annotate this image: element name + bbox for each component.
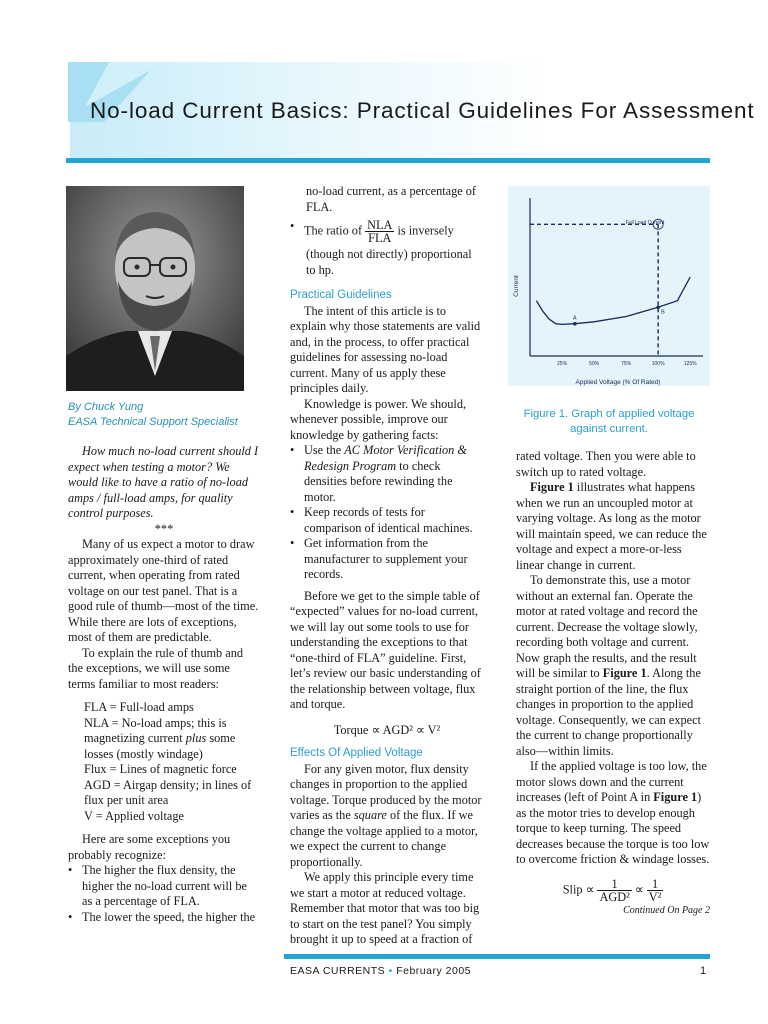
section-heading: Practical Guidelines: [290, 289, 392, 301]
torque-equation: Torque ∝ AGD² ∝ V²: [333, 722, 441, 737]
x-tick-label: 75%: [621, 361, 632, 367]
x-tick-label: 100%: [651, 361, 665, 367]
ratio-fraction: $\frac{\text{NLA}}{\text{FLA}}$: [367, 218, 393, 245]
paragraph: Knowledge is power. We should, whenever possible, improve our knowledge by gathering facts:: [290, 396, 467, 442]
x-tick-label: 50%: [589, 361, 600, 367]
paragraph: We apply this principle every time we start a motor at reduced voltage. Remember that motor that was too big to start on the test panel? You simply brought it up to speed at a fraction of: [290, 870, 480, 946]
figure-1: [508, 186, 710, 386]
title-rule: [66, 158, 710, 163]
definition-nla: NLA = No-load amps; this is magnetizing current plus some losses (mostly windage): [84, 715, 236, 761]
paragraph: Figure 1 illustrates what happens when we run an uncoupled motor at varying voltage. As long as the motor will maintain speed, we can reduce the voltage and expect a more-or-less linear change in current.: [516, 480, 707, 572]
bullet-item-ratio: • The ratio of $\frac{\text{NLA}}{\text{FLA}}$ is inversely: [290, 218, 454, 245]
bullet-item: • Keep records of tests for comparison of identical machines.: [290, 505, 473, 535]
section-divider: ***: [154, 521, 174, 536]
slip-equation: Slip ∝ $\frac{1}{\text{AGD²}}$ ∝ $\frac{1}{\text{V²}}$: [562, 876, 662, 904]
definition-fla: FLA = Full-load amps: [84, 700, 194, 714]
point-b-marker: [656, 305, 660, 309]
paragraph: Many of us expect a motor to draw approximately one-third of rated current, when operating from rated voltage on our test panel. That is a good rule of thumb—most of the time. While there are lots of exceptions, most of them are predictable.: [68, 537, 259, 644]
figure-caption: Figure 1. Graph of applied voltage against current.: [523, 408, 695, 435]
x-axis-label: Applied Voltage (% Of Rated): [575, 379, 661, 386]
author-role: EASA Technical Support Specialist: [68, 416, 238, 428]
column-3: [516, 449, 710, 918]
definition-flux: Flux = Lines of magnetic force: [84, 762, 237, 776]
publication-date: February 2005: [396, 965, 472, 977]
paragraph: The intent of this article is to explain why those statements are valid and, in the process, to offer practical guidelines for assessing no-load current. Many of us apply these principles daily.: [290, 303, 481, 395]
paragraph: rated voltage. Then you were able to switch up to rated voltage.: [516, 449, 696, 479]
continued-note: Continued On Page 2: [623, 904, 710, 916]
point-a-marker: [573, 322, 577, 326]
paragraph: Before we get to the simple table of “expected” values for no-load current, we will lay out some tools to use for understanding the exceptions to that “one-third of FLA” guideline. First, let’s review our basic understanding of the relationship between voltage, flux and torque.: [290, 588, 481, 711]
footer-publication: [290, 965, 471, 977]
author-photo: [66, 186, 244, 391]
author-name: By Chuck Yung: [68, 401, 144, 413]
column-1: [68, 400, 260, 925]
footer-separator: •: [388, 965, 393, 977]
intro-question: How much no-load current should I expect when testing a motor? We would like to have a ratio of no-load amps / full-load amps, for quality control purposes.: [68, 444, 259, 520]
point-a-label: A: [572, 315, 577, 322]
paragraph: For any given motor, flux density changes in proportion to the applied voltage. Torque produced by the motor varies as the square of the flux. If we change the voltage applied to a motor, we expect the current to change proportionally.: [290, 761, 482, 869]
paragraph: To demonstrate this, use a motor without an external fan. Operate the motor at rated voltage and record the current. Decrease the voltage slowly, recording both voltage and current. Now graph the results, and the result will be similar to Figure 1. Along the straight portion of the line, the flux changes in proportion to the applied voltage. Consequently, we can expect the current to change proportionally also—within limits.: [516, 573, 701, 758]
figure-1-chart: [508, 186, 710, 386]
paragraph: To explain the rule of thumb and the exceptions, we will use some terms familiar to most readers:: [68, 645, 244, 691]
point-b-label: B: [661, 309, 665, 316]
article-title: No-load Current Basics: Practical Guidelines For Assessment: [90, 98, 755, 123]
bullet-item: • The lower the speed, the higher the: [68, 909, 256, 924]
bullet-continuation: no-load current, as a percentage of FLA.: [306, 184, 477, 214]
definition-v: V = Applied voltage: [84, 808, 184, 823]
x-tick-label: 125%: [683, 361, 697, 367]
bullet-item: • The higher the flux density, the higher the no-load current will be as a percentage of FLA.: [68, 863, 247, 908]
publication-name: EASA CURRENTS: [290, 965, 386, 977]
bullet-continuation: (though not directly) proportional to hp.: [306, 247, 472, 277]
bullet-item: • Use the AC Motor Verification & Redesign Program to check densities before rewinding the motor.: [290, 443, 467, 504]
paragraph: If the applied voltage is too low, the motor slows down and the current increases (left of Point A in Figure 1) as the motor tries to develop enough torque to keep turning. The speed decreases because the torque is too low to overcome friction & windage losses.: [516, 759, 710, 866]
definition-agd: AGD = Airgap density; in lines of flux per unit area: [84, 777, 252, 807]
full-load-label: Full Load Current: [625, 220, 665, 226]
section-heading: Effects Of Applied Voltage: [290, 747, 423, 759]
y-axis-label: Current: [513, 275, 520, 297]
paragraph: Here are some exceptions you probably recognize:: [68, 832, 231, 862]
footer-rule: [284, 954, 710, 959]
definitions-list: [68, 700, 260, 824]
column-2: [290, 184, 484, 948]
x-tick-label: 25%: [557, 361, 568, 367]
bullet-item: • Get information from the manufacturer to supplement your records.: [290, 536, 468, 581]
current-curve: [536, 277, 690, 324]
page-number: 1: [700, 965, 707, 977]
